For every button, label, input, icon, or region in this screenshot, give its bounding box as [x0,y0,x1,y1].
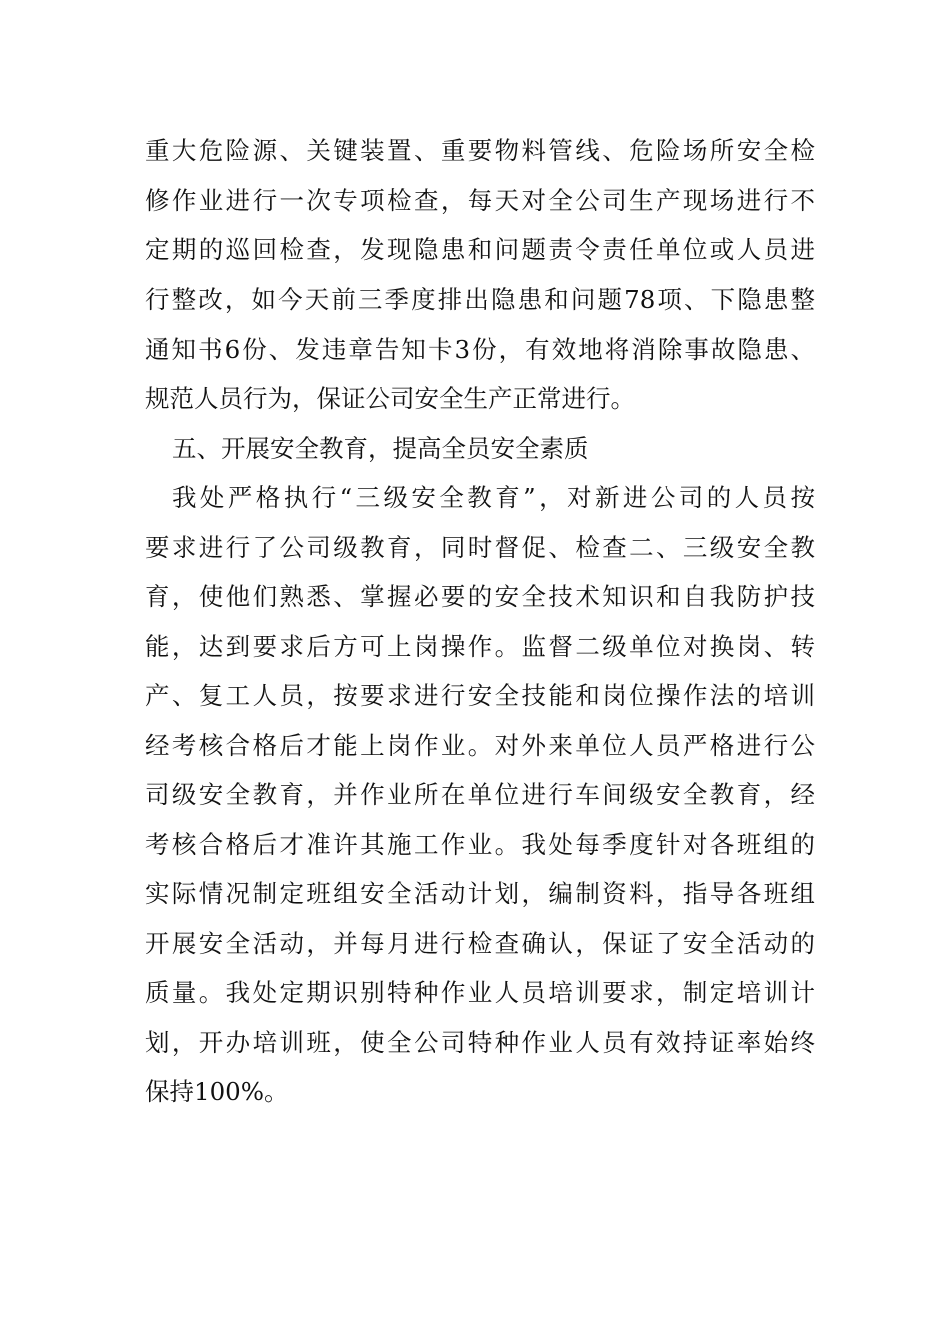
paragraph-2-line-7: 司级安全教育，并作业所在单位进行车间级安全教育，经 [145,780,815,809]
section-heading-5: 五、开展安全教育，提高全员安全素质 [172,434,589,463]
paragraph-2-line-10: 开展安全活动，并每月进行检查确认，保证了安全活动的 [145,929,815,958]
paragraph-2-line-12: 划，开办培训班，使全公司特种作业人员有效持证率始终 [145,1028,815,1057]
paragraph-1-line-6: 规范人员行为，保证公司安全生产正常进行。 [145,384,635,413]
paragraph-2-line-13: 保持100%。 [145,1077,289,1106]
paragraph-1-line-1: 重大危险源、关键装置、重要物料管线、危险场所安全检 [145,136,815,165]
paragraph-1-line-5: 通知书6份、发违章告知卡3份，有效地将消除事故隐患、 [145,335,815,364]
paragraph-2-line-8: 考核合格后才准许其施工作业。我处每季度针对各班组的 [145,830,815,859]
paragraph-2-line-1: 我处严格执行“三级安全教育”，对新进公司的人员按 [172,483,815,512]
paragraph-2-line-6: 经考核合格后才能上岗作业。对外来单位人员严格进行公 [145,731,815,760]
paragraph-2-line-3: 育，使他们熟悉、掌握必要的安全技术知识和自我防护技 [145,582,815,611]
paragraph-2-line-4: 能，达到要求后方可上岗操作。监督二级单位对换岗、转 [145,632,815,661]
paragraph-1-line-3: 定期的巡回检查，发现隐患和问题责令责任单位或人员进 [145,235,815,264]
paragraph-2-line-2: 要求进行了公司级教育，同时督促、检查二、三级安全教 [145,533,815,562]
paragraph-1-line-4: 行整改，如今天前三季度排出隐患和问题78项、下隐患整 [145,285,815,314]
paragraph-2-line-5: 产、复工人员，按要求进行安全技能和岗位操作法的培训 [145,681,815,710]
paragraph-2-line-11: 质量。我处定期识别特种作业人员培训要求，制定培训计 [145,978,815,1007]
paragraph-1-line-2: 修作业进行一次专项检查，每天对全公司生产现场进行不 [145,186,815,215]
paragraph-2-line-9: 实际情况制定班组安全活动计划，编制资料，指导各班组 [145,879,815,908]
